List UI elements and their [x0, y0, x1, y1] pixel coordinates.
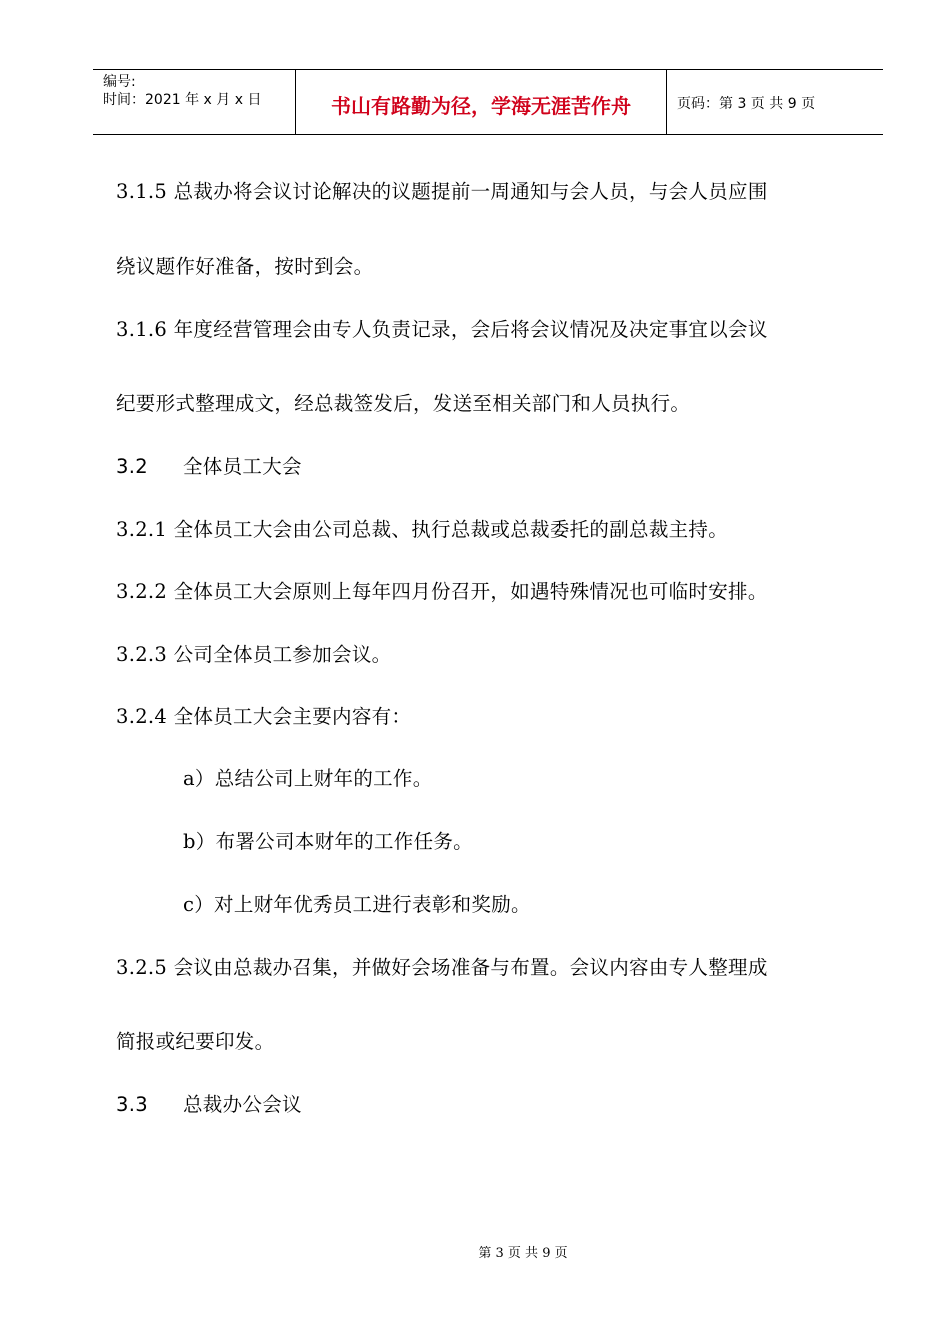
section-heading-3-3 — [116, 1093, 302, 1117]
paragraph-3-2-4: 3.2.4 全体员工大会主要内容有： — [116, 705, 412, 728]
list-item-a: a）总结公司上财年的工作。 — [183, 767, 433, 790]
paragraph-3-2-1: 3.2.1 全体员工大会由公司总裁、执行总裁或总裁委托的副总裁主持。 — [116, 518, 729, 541]
list-item-c: c）对上财年优秀员工进行表彰和奖励。 — [183, 893, 531, 916]
list-item-b: b）布署公司本财年的工作任务。 — [183, 830, 473, 853]
header-motto: 书山有路勤为径，学海无涯苦作舟 — [331, 94, 631, 118]
paragraph-3-2-5-line-1: 3.2.5 会议由总裁办召集，并做好会场准备与布置。会议内容由专人整理成 — [116, 956, 768, 979]
document-code-label: 编号: — [103, 74, 136, 90]
header-motto-cell — [295, 70, 667, 134]
paragraph-3-1-6-line-2: 纪要形式整理成文，经总裁签发后，发送至相关部门和人员执行。 — [116, 392, 691, 415]
header-page-cell — [667, 70, 883, 134]
document-time-label: 时间：2021 年 x 月 x 日 — [103, 92, 262, 108]
section-number: 3.3 — [116, 1093, 148, 1116]
paragraph-3-1-6-line-1: 3.1.6 年度经营管理会由专人负责记录，会后将会议情况及决定事宜以会议 — [116, 318, 768, 341]
page-header — [93, 69, 883, 135]
section-title: 总裁办公会议 — [183, 1093, 302, 1116]
paragraph-3-1-5-line-2: 绕议题作好准备，按时到会。 — [116, 255, 374, 278]
section-heading-3-2 — [116, 455, 302, 479]
paragraph-3-1-5-line-1: 3.1.5 总裁办将会议讨论解决的议题提前一周通知与会人员，与会人员应围 — [116, 180, 768, 203]
header-page-number: 页码：第 3 页 共 9 页 — [677, 96, 816, 112]
section-title: 全体员工大会 — [183, 455, 302, 478]
header-info-cell — [93, 70, 295, 134]
paragraph-3-2-3: 3.2.3 公司全体员工参加会议。 — [116, 643, 392, 666]
paragraph-3-2-5-line-2: 简报或纪要印发。 — [116, 1030, 275, 1053]
page-footer-number: 第 3 页 共 9 页 — [478, 1246, 568, 1261]
paragraph-3-2-2: 3.2.2 全体员工大会原则上每年四月份召开，如遇特殊情况也可临时安排。 — [116, 580, 768, 603]
section-number: 3.2 — [116, 455, 148, 478]
